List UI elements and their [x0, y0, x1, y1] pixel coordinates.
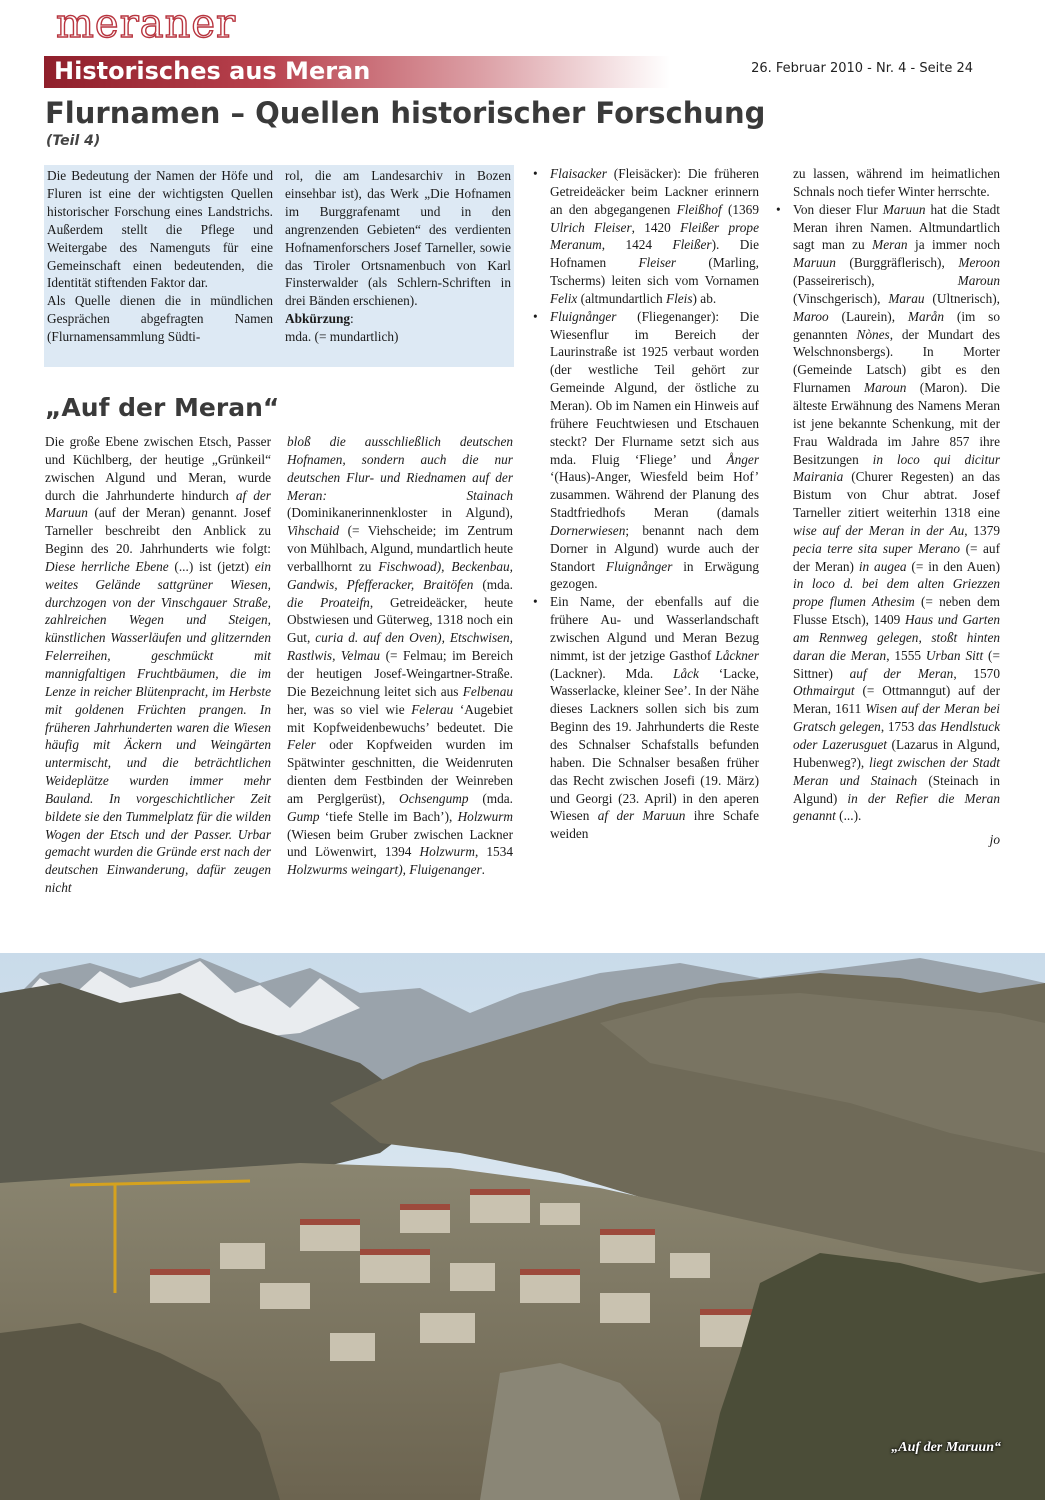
- text-run: , 1753: [880, 719, 919, 735]
- italic-run: Maroun: [864, 380, 907, 396]
- italic-run: Feler: [287, 737, 316, 753]
- text-run: (Ultnerisch),: [924, 290, 1000, 306]
- text-run: Von dieser Flur: [793, 201, 883, 217]
- italic-run: in augea: [858, 558, 907, 574]
- text-run: , 1534: [474, 844, 513, 860]
- section-bar: [44, 56, 670, 88]
- italic-run: Ulrich Fleiser: [550, 219, 632, 235]
- italic-run: liegt zwischen der Stadt Meran und Stainach: [793, 754, 1000, 788]
- italic-run: wise auf der Meran in der Au: [793, 522, 965, 538]
- italic-run: ein weites Gelände sattgrüner Wiesen, durchzogen von der Vinschgauer Straße, zahlreichen Wegen und Steigen, künstlichen Wasserläufen und glitzernden Felerreihen, geschmückt mit mannigfaltigen Fruchtbäumen, die im Lenze in reicher Blütenpracht, im Herbste mit goldenen Früchten prangen. In früheren Jahrhunderten waren die Wiesen häufig mit Äckern und Weingärten untermischt, und die beträchtlichen Weideplätze wurden immer mehr Bauland. In vorgeschichtlicher Zeit bildete sie den Tummelplatz für die wilden Wogen der Etsch und der Passer. Urbar gemacht wurden die Gründe erst nach der deutschen Einwanderung, dafür zeugen nicht: [45, 558, 271, 896]
- article-paragraph: zu lassen, während im heimatlichen Schnals noch tiefer Winter herrschte.: [793, 166, 1000, 199]
- text-run: (altmundartlich: [577, 290, 666, 306]
- article-column-1: [45, 433, 271, 897]
- italic-run: Maroun: [957, 273, 1000, 289]
- list-item: [533, 165, 759, 308]
- text-run: ‘tiefe Stelle im Bach’),: [319, 808, 458, 824]
- intro-column-1: [47, 167, 273, 346]
- text-run: Ein Name, der ebenfalls auf die frühere Au- und Wasserlandschaft zwischen Algund und Meran Bezug nimmt, ist der jetzige Gasthof: [550, 594, 759, 663]
- text-run: (Fliegenanger): Die Wiesenflur im Bereich der Laurinstraße ist 1925 verbaut worden (der westliche Teil gehört zur Gemeinde Algund, der östliche zu Meran). Ob im Namen ein Hinweis auf frühere Feuchtwiesen und Etschauen steckt? Der Flurname setzt sich aus mda. Fluig ‘Fliege’ und: [550, 308, 759, 467]
- page-subhead: (Teil 4): [46, 133, 101, 149]
- text-run: , 1379: [964, 522, 1000, 538]
- issue-info: 26. Februar 2010 - Nr. 4 - Seite 24: [751, 61, 973, 76]
- italic-run: af der Maruun: [45, 487, 271, 521]
- text-run: her, was so viel wie: [287, 701, 412, 717]
- text-run: oder Kopfweiden wurden im Spätwinter geschnitten, die Weidenruten dienten dem Festbinden der Weinreben am Perglgerüst),: [287, 737, 513, 806]
- text-run: (Vinschgerisch),: [793, 290, 889, 306]
- text-run: ; benannt nach dem Dorner in Algund) wurde auch der Standort: [550, 522, 759, 574]
- text-run: (Steinach in Algund): [793, 772, 1000, 806]
- text-run: (Laurein),: [828, 308, 908, 324]
- intro-paragraph: Die Bedeutung der Namen der Höfe und Fluren ist eine der wichtigsten Quellen historischer Forschung eines Landstrichs. Außerdem stellt die Pflege und Weitergabe des Namenguts für eine Gemeinschaft einen bedeutenden, die Identität stiftenden Faktor dar.: [47, 168, 273, 291]
- text-run: ) ab.: [692, 290, 717, 306]
- text-run: (Marling, Tscherms) leiten sich vom Vornamen: [550, 255, 760, 289]
- text-run: (auf der Meran) genannt. Josef Tarneller beschreibt den Anblick zu Beginn des 20. Jahrhunderts wie folgt:: [45, 505, 271, 557]
- article-column-2: [287, 433, 513, 879]
- text-run: (im so genannten: [793, 308, 1000, 342]
- italic-run: Felbenau: [462, 683, 513, 699]
- italic-run: Marån: [907, 308, 945, 324]
- italic-run: Maroo: [793, 308, 829, 324]
- italic-run: auf der Meran: [849, 665, 954, 681]
- text-run: ‘(Haus)-Anger, Wiesfeld beim Hof’ zusammen. Während der Planung des Stadtfriedhofs Meran (damals: [550, 469, 759, 521]
- text-run: ). Die Hofnamen: [550, 237, 759, 271]
- italic-run: Fluignånger: [550, 308, 617, 324]
- italic-run: in loco d. bei dem alten Griezzen prope flumen Athesim: [793, 576, 1000, 610]
- text-run: (Churer Regesten) an das Bistum von Chur abtrat. Josef Tarneller zitiert weiterhin 1318 eine: [793, 469, 1000, 521]
- italic-run: Meran: [872, 237, 908, 253]
- text-run: (= auf der Meran): [793, 540, 1000, 574]
- place-name-list: [776, 201, 1000, 826]
- text-run: (= in den Auen): [906, 558, 1000, 574]
- italic-run: Diese herrliche Ebene: [45, 558, 169, 574]
- italic-run: Fluignånger: [605, 558, 673, 574]
- text-run: ‘Lacke, Wasserlacke, kleiner See’. In der Nähe dieses Lackners sollen sich bis zum Beginn des 19. Jahrhunderts die Reste des Schnalser Schafstalls befunden haben. Die Schnalser besaßen früher das Recht zwischen Josefi (19. März) und Georgi (23. April) in den aperen Wiesen: [550, 665, 759, 824]
- italic-run: Gump: [287, 808, 320, 824]
- text-run: ihre Schafe weiden: [550, 808, 759, 842]
- italic-run: Låck: [673, 665, 699, 681]
- italic-run: Holzwurm: [419, 844, 475, 860]
- text-run: (Wiesen beim Gruber zwischen Lackner und Löwenwirt, 1394: [287, 826, 513, 860]
- italic-run: Ochsengump: [399, 790, 469, 806]
- italic-run: Felix: [550, 290, 578, 306]
- text-run: (Fleisäcker): Die früheren Getreideäcker beim Lackner erinnern an den abgegangenen: [550, 166, 759, 217]
- abbreviation-text: mda. (= mundartlich): [285, 329, 399, 345]
- italic-run: in loco qui dicitur Mairania: [793, 451, 1001, 485]
- text-run: (Dominikanerinnenkloster in Algund),: [287, 505, 513, 521]
- italic-run: Othmairgut: [793, 683, 855, 699]
- landscape-photo: [0, 953, 1045, 1500]
- italic-run: Wisen auf der Meran bei Gratsch gelegen: [793, 701, 1000, 735]
- text-run: , 1424: [601, 237, 673, 253]
- list-item: [533, 593, 759, 843]
- text-run: , 1420: [631, 219, 681, 235]
- text-run: (= Felmau; im Bereich der heutigen Josef-Weingartner-Straße. Die Bezeichnung leitet sich aus: [287, 648, 513, 699]
- italic-run: Flaisacker: [550, 166, 607, 181]
- text-run: (Maron). Die älteste Erwähnung des Namens Meran ist jene bekannte Schenkung, mit der Frau Waldrada im Jahre 857 ihre Besitzungen: [793, 380, 1000, 467]
- italic-run: Fischwoad), Beckenbau, Gandwis, Pfefferacker, Braitöfen: [287, 558, 513, 592]
- italic-run: bloß die ausschließlich deutschen Hofnamen, sondern auch die nur deutschen Flur- und Riednamen auf der Meran: Stainach: [287, 434, 513, 503]
- intro-paragraph: Als Quelle dienen die in mündlichen Gesprächen abgefragten Namen (Flurnamensammlung Südti-: [47, 293, 273, 345]
- text-run: , 1570: [953, 665, 1000, 681]
- text-run: ja immer noch: [907, 237, 1000, 253]
- italic-run: Holzwurms weingart), Fluigenanger: [287, 862, 482, 878]
- intro-paragraph: rol, die am Landesarchiv in Bozen einsehbar ist), das Werk „Die Hofnamen im Burggrafenamt und in den angrenzenden Gebieten“ des verdienten Hofnamenforschers Josef Tarneller, sowie das Tiroler Ortsnamenbuch von Karl Finsterwalder (als Schlern-Schriften in drei Bänden erschienen).: [285, 168, 511, 309]
- photo-illustration: [0, 953, 1045, 1500]
- page-headline: Flurnamen – Quellen historischer Forschung: [45, 96, 766, 130]
- text-run: (Passeirerisch),: [793, 273, 958, 289]
- text-run: (...).: [835, 808, 862, 824]
- text-run: (= Sittner): [793, 647, 1000, 681]
- text-run: (Burggräflerisch),: [835, 255, 959, 271]
- italic-run: Maruun: [793, 255, 836, 271]
- italic-run: curia d. auf den Oven), Etschwisen, Rastlwis, Velmau: [287, 630, 513, 664]
- text-run: (= neben dem Flusse Etsch), 1409: [793, 594, 1000, 628]
- text-run: (= Viehscheide; im Zentrum von Mühlbach, Algund, mundartlich heute verballhornt zu: [287, 523, 514, 574]
- italic-run: Maruun: [882, 201, 926, 217]
- article-paragraph: [45, 433, 271, 897]
- text-run: (...) ist (jetzt): [168, 558, 255, 574]
- masthead-logo: meraner: [56, 1, 237, 47]
- italic-run: Haus und Garten am Rennweg gelegen, stoßt hinten daran die Meran: [793, 612, 1000, 663]
- author-signature: jo: [989, 832, 1000, 848]
- article-column-3: [533, 165, 759, 843]
- text-run: hat die Stadt Meran ihren Namen. Altmundartlich sagt man zu: [793, 201, 1001, 253]
- article-title: „Auf der Meran“: [45, 393, 280, 422]
- text-run: (Lackner). Mda.: [550, 665, 674, 681]
- text-run: , der Mundart des Welschnonsbergs). In Morter (Gemeinde Latsch) gibt es den Flurnamen: [793, 326, 1000, 396]
- italic-run: pecia terre sita super Merano: [793, 540, 961, 556]
- italic-run: Meroon: [958, 255, 1000, 271]
- text-run: ‘Augebiet mit Kopfweidenbewuchs’ bedeutet. Die: [287, 701, 514, 735]
- text-run: .: [481, 862, 485, 878]
- italic-run: Fleißhof: [676, 201, 722, 217]
- text-run: (= Ottmanngut) auf der Meran, 1611: [793, 683, 1000, 717]
- italic-run: Nònes: [856, 326, 890, 342]
- text-run: , Getreideäcker, heute Obstwiesen und Güterweg, 1318 noch ein Gut,: [287, 594, 513, 646]
- italic-run: Fleißer prope Meranum: [550, 219, 759, 253]
- section-title: Historisches aus Meran: [54, 57, 371, 85]
- italic-run: Marau: [888, 290, 925, 306]
- italic-run: das Hendlstuck oder Lazerusguet: [793, 719, 1000, 752]
- abbreviation-note: Abkürzung: mda. (= mundartlich): [285, 311, 399, 345]
- italic-run: Låckner: [715, 647, 759, 663]
- italic-run: af der Maruun: [597, 808, 686, 824]
- text-run: (Lazarus in Algund, Hubenweg?),: [793, 737, 1000, 770]
- place-name-list: [533, 165, 759, 843]
- article-paragraph: [287, 433, 513, 879]
- italic-run: Fleis: [665, 290, 693, 306]
- italic-run: Holzwurm: [457, 808, 513, 824]
- italic-run: Ånger: [726, 451, 759, 467]
- intro-box: [44, 165, 514, 367]
- article-column-4: [776, 165, 1000, 849]
- italic-run: in der Refier die Meran genannt: [793, 790, 1000, 824]
- text-run: , 1555: [886, 647, 926, 663]
- text-run: (1369: [721, 201, 759, 217]
- italic-run: Vihschaid: [287, 523, 340, 539]
- text-run: (mda.: [473, 576, 513, 592]
- italic-run: Fleiser: [638, 255, 677, 271]
- text-run: in Erwägung gezogen.: [550, 558, 760, 592]
- intro-column-2: [285, 167, 511, 346]
- photo-caption: „Auf der Maruun“: [891, 1440, 1001, 1455]
- italic-run: die Proateifn: [287, 594, 370, 610]
- italic-run: Felerau: [411, 701, 454, 717]
- text-run: (mda.: [468, 790, 513, 806]
- list-item: [533, 308, 759, 594]
- italic-run: Dornerwiesen: [550, 522, 626, 538]
- italic-run: Fleißer: [672, 237, 712, 253]
- text-run: Die große Ebene zwischen Etsch, Passer und Küchlberg, der heutige „Grünkeil“ zwischen Algund und Meran, wurde durch die Jahrhunderte hindurch: [45, 434, 271, 503]
- italic-run: Urban Sitt: [925, 647, 984, 663]
- list-item: [776, 201, 1000, 826]
- abbreviation-label: Abkürzung: [285, 311, 351, 327]
